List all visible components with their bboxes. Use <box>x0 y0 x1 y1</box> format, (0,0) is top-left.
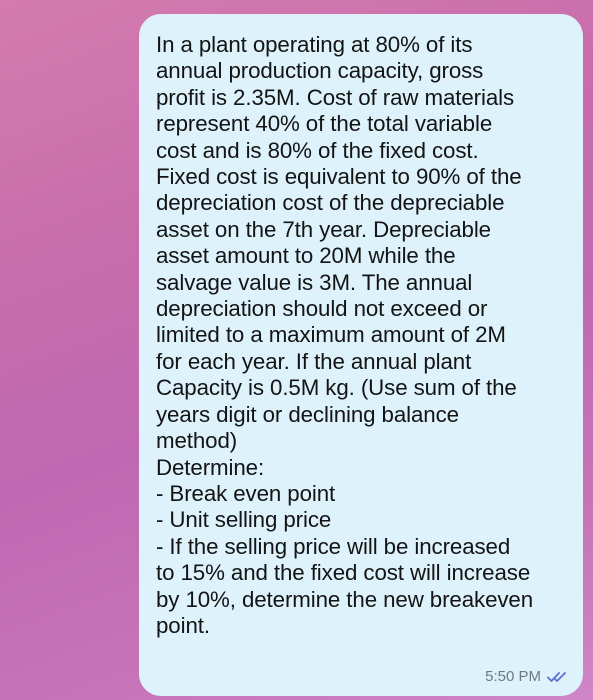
message-meta <box>485 668 569 686</box>
message-text: In a plant operating at 80% of its annual production capacity, gross profit is 2.35M. Cost of raw materials represent 40% of the total variable cost and is 80% of the fixed cost. Fixed cost is equivalent to 90% of the depreciation cost of the depreciable asset on the 7th year. Depreciable asset amount to 20M while the salvage value is 3M. The annual depreciation should not exceed or limited to a maximum amount of 2M for each year. If the annual plant Capacity is 0.5M kg. (Use sum of the years digit or declining balance method) Determine: - Break even point - Unit selling price - If the selling price will be increased to 15% and the fixed cost will increase by 10%, determine the new breakeven point. <box>156 32 534 638</box>
double-check-icon <box>547 670 569 684</box>
message-timestamp: 5:50 PM <box>485 668 541 685</box>
message-bubble[interactable] <box>139 14 583 696</box>
